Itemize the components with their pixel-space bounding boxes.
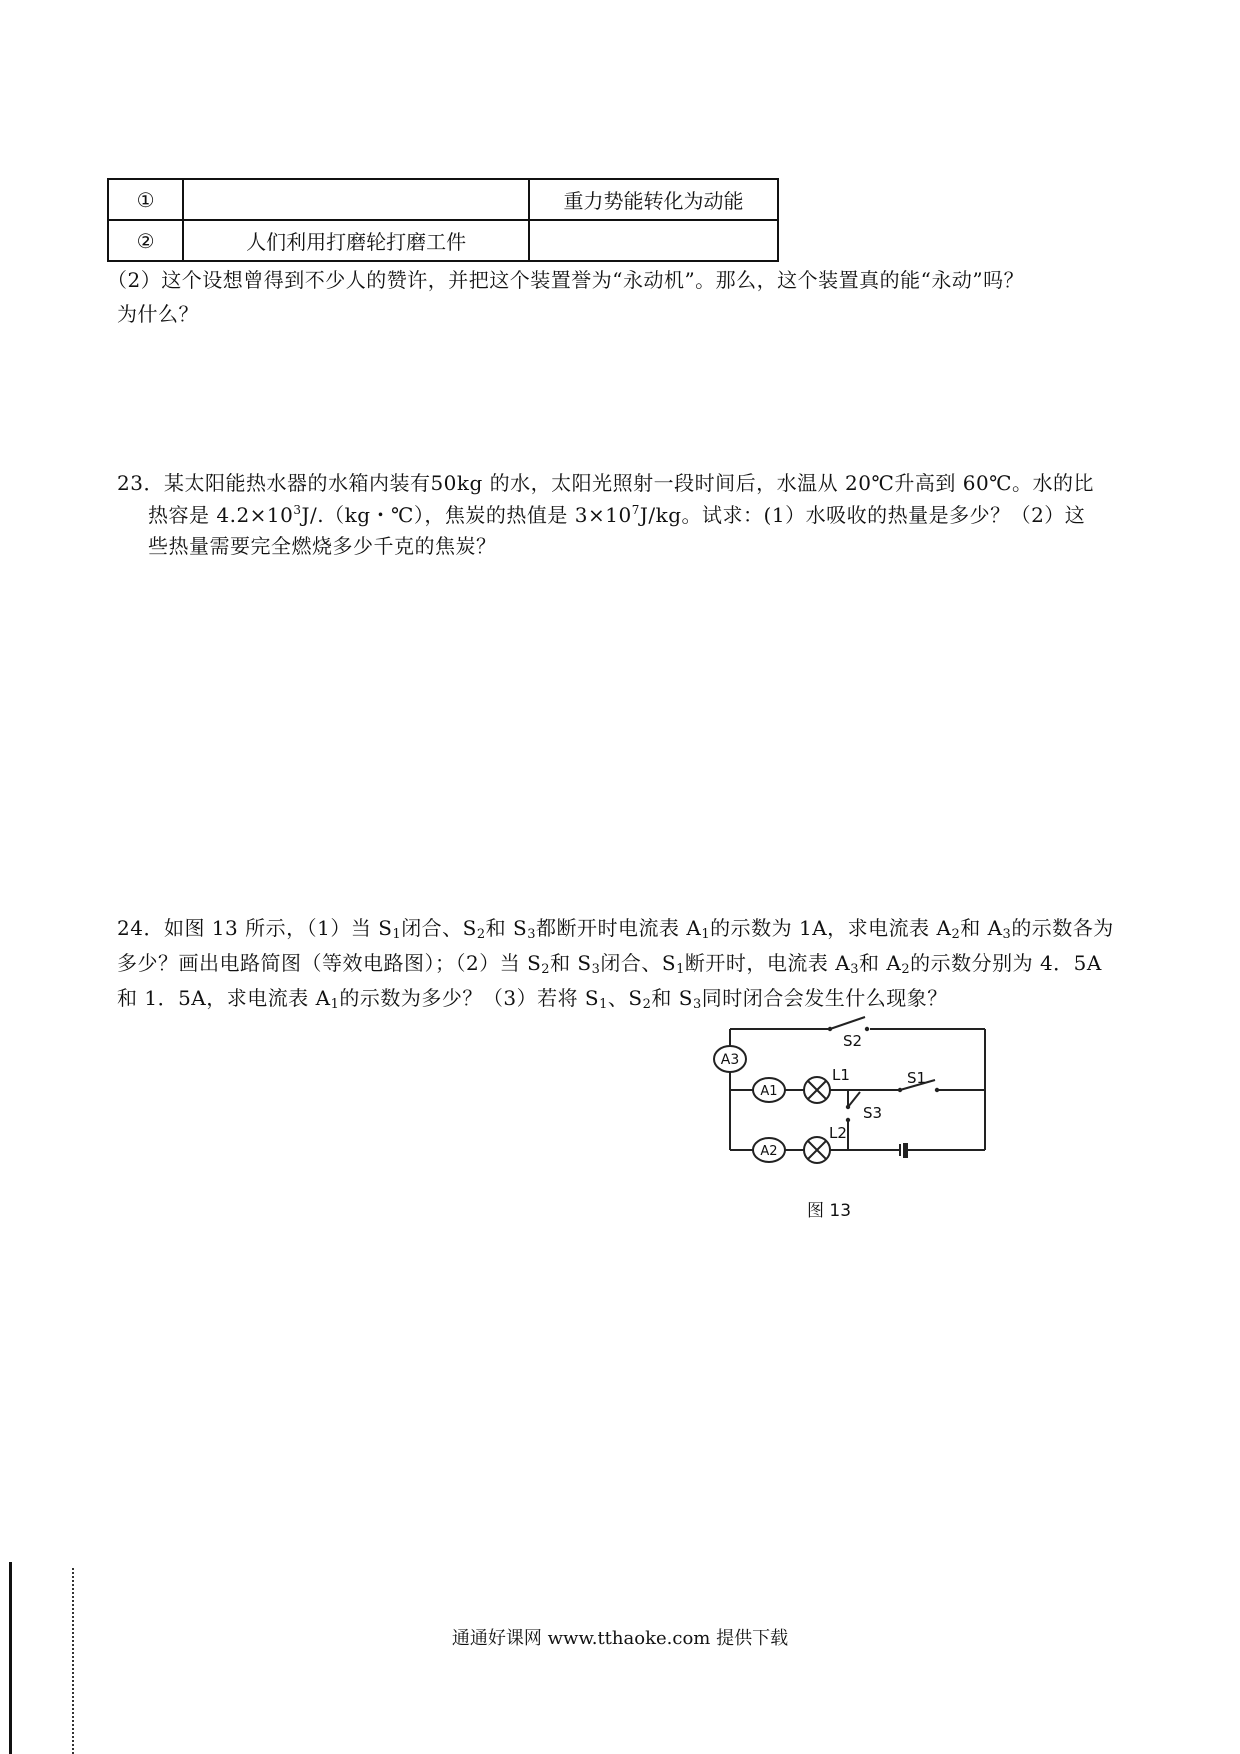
q24-text: 都断开时电流表 A (536, 916, 702, 940)
q24-text: 和 S (550, 951, 592, 975)
subscript: 3 (692, 997, 702, 1012)
label-a2: A2 (760, 1144, 778, 1159)
q22-part2-line2: 为什么？ (117, 302, 199, 326)
q24-text: 、S (607, 986, 643, 1010)
table-cell-number: ② (108, 220, 183, 261)
table-cell-number: ① (108, 179, 183, 220)
switch-s3-blade (848, 1092, 860, 1107)
binding-margin-line (9, 1562, 12, 1754)
q24-text: 和 S (651, 986, 693, 1010)
table-cell-conversion: 重力势能转化为动能 (529, 179, 778, 220)
subscript: 2 (476, 927, 486, 942)
q23-line2-text: J/kg。试求：(1）水吸收的热量是多少？（2）这 (639, 503, 1086, 527)
subscript: 2 (901, 962, 911, 977)
subscript: 1 (701, 927, 711, 942)
q22-part2-line1: （2）这个设想曾得到不少人的赞许，并把这个装置誉为“永动机”。那么，这个装置真的能“永动”吗？ (107, 268, 1025, 292)
footer-text: 通通好课网 www.tthaoke.com 提供下载 (451, 1628, 789, 1649)
label-l2: L2 (829, 1124, 847, 1142)
subscript: 1 (599, 997, 608, 1012)
q23-line1: 23．某太阳能热水器的水箱内装有50kg 的水，太阳光照射一段时间后，水温从 20℃升高到 60℃。水的比 (117, 471, 1095, 495)
q24-text: 断开时，电流表 A (684, 951, 851, 975)
switch-contact (846, 1105, 850, 1109)
table-cell-example: 人们利用打磨轮打磨工件 (183, 220, 529, 261)
switch-contact (828, 1027, 832, 1031)
table-row (108, 179, 778, 220)
binding-margin-dots (72, 1568, 74, 1754)
q24-text: 和 A (859, 951, 902, 975)
table-cell-conversion (529, 220, 778, 261)
switch-contact (865, 1027, 869, 1031)
q24-text: 闭合、S (600, 951, 677, 975)
circuit-diagram-figure-13 (695, 1010, 1000, 1185)
q24-text: 的示数为多少？（3）若将 S (339, 986, 600, 1010)
q24-text: 和 A (960, 916, 1003, 940)
q24-text: 同时闭合会发生什么现象？ (701, 986, 948, 1010)
q24-text: 闭合、S (401, 916, 477, 940)
q24-text: 多少？画出电路简图（等效电路图）；（2）当 S (117, 951, 542, 975)
subscript: 1 (676, 962, 685, 977)
q24-text: 24．如图 13 所示，（1）当 S (117, 916, 393, 940)
battery-short-plate (903, 1143, 908, 1158)
q24-text: 的示数各为 (1011, 916, 1114, 940)
q24-text: 和 1．5A，求电流表 A (117, 986, 331, 1010)
q23-line2-text: 热容是 4.2×10 (148, 503, 294, 527)
q23-line3: 些热量需要完全燃烧多少千克的焦炭？ (148, 534, 497, 558)
subscript: 3 (527, 927, 537, 942)
label-s3: S3 (863, 1104, 883, 1122)
q24-text: 的示数为 1A，求电流表 A (710, 916, 952, 940)
table-row (108, 220, 778, 261)
subscript: 1 (392, 927, 402, 942)
switch-contact (846, 1118, 850, 1122)
label-l1: L1 (832, 1066, 850, 1084)
q24-text: 和 S (485, 916, 528, 940)
energy-conversion-table (107, 178, 779, 262)
q24-text: 的示数分别为 4．5A (910, 951, 1102, 975)
figure-caption: 图 13 (807, 1201, 852, 1221)
superscript: 7 (631, 503, 640, 517)
q24-line1 (117, 910, 1114, 946)
label-a3: A3 (720, 1052, 740, 1068)
label-s2: S2 (843, 1032, 863, 1050)
subscript: 2 (541, 962, 551, 977)
subscript: 3 (1002, 927, 1012, 942)
subscript: 3 (591, 962, 601, 977)
subscript: 2 (642, 997, 652, 1012)
q24-line2 (117, 945, 1102, 981)
label-a1: A1 (760, 1084, 778, 1099)
q23-line2-text: J/.（kg・℃），焦炭的热值是 3×10 (301, 503, 632, 527)
switch-contact (935, 1088, 939, 1092)
subscript: 2 (951, 927, 961, 942)
superscript: 3 (293, 503, 302, 517)
switch-contact (898, 1088, 902, 1092)
switch-s2-blade (830, 1017, 865, 1029)
table-cell-example (183, 179, 529, 220)
subscript: 3 (850, 962, 859, 977)
label-s1: S1 (907, 1069, 927, 1087)
subscript: 1 (330, 997, 340, 1012)
